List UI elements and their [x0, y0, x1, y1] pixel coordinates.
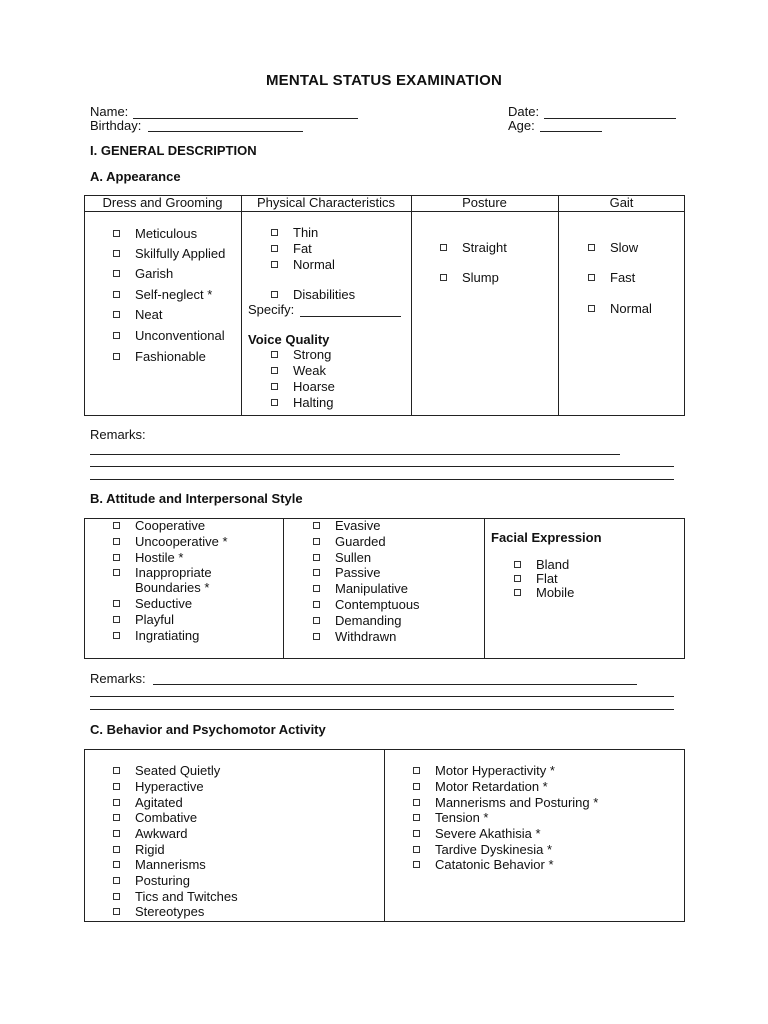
checkbox-icon[interactable]	[113, 270, 120, 277]
checkbox-icon[interactable]	[313, 538, 320, 545]
checkbox-icon[interactable]	[113, 522, 120, 529]
checkbox-icon[interactable]	[113, 861, 120, 868]
checkbox-icon[interactable]	[413, 799, 420, 806]
remarks-line[interactable]	[90, 709, 674, 710]
remarks-line[interactable]	[90, 479, 674, 480]
remarks-line[interactable]	[90, 696, 674, 697]
checkbox-icon[interactable]	[588, 244, 595, 251]
checkbox-icon[interactable]	[413, 830, 420, 837]
checkbox-icon[interactable]	[313, 633, 320, 640]
remarks-line[interactable]	[153, 684, 637, 685]
checkbox-icon[interactable]	[113, 814, 120, 821]
checkbox-icon[interactable]	[440, 274, 447, 281]
checkbox-icon[interactable]	[113, 846, 120, 853]
checkbox-icon[interactable]	[113, 600, 120, 607]
name-label: Name:	[90, 104, 129, 119]
col-divider	[283, 518, 284, 659]
checkbox-icon[interactable]	[514, 575, 521, 582]
checkbox-icon[interactable]	[271, 245, 278, 252]
section-behavior: C. Behavior and Psychomotor Activity	[90, 722, 326, 737]
checkbox-icon[interactable]	[271, 291, 278, 298]
checkbox-icon[interactable]	[113, 799, 120, 806]
checkbox-icon[interactable]	[514, 561, 521, 568]
checkbox-icon[interactable]	[271, 229, 278, 236]
checkbox-icon[interactable]	[113, 554, 120, 561]
checkbox-icon[interactable]	[413, 814, 420, 821]
checkbox-icon[interactable]	[588, 305, 595, 312]
col-divider	[484, 518, 485, 659]
checkbox-icon[interactable]	[113, 908, 120, 915]
remarks-label: Remarks:	[90, 427, 146, 442]
checkbox-icon[interactable]	[113, 230, 120, 237]
checkbox-icon[interactable]	[413, 861, 420, 868]
birthday-field[interactable]	[148, 131, 303, 132]
remarks-label: Remarks:	[90, 671, 146, 686]
header-physical-characteristics: Physical Characteristics	[257, 195, 395, 210]
remarks-line[interactable]	[90, 466, 674, 467]
checkbox-icon[interactable]	[113, 616, 120, 623]
checkbox-icon[interactable]	[313, 585, 320, 592]
checkbox-icon[interactable]	[313, 554, 320, 561]
checkbox-icon[interactable]	[271, 351, 278, 358]
section-appearance: A. Appearance	[90, 169, 181, 184]
checkbox-icon[interactable]	[113, 353, 120, 360]
checkbox-icon[interactable]	[113, 767, 120, 774]
checkbox-icon[interactable]	[271, 399, 278, 406]
specify-label: Specify:	[248, 302, 295, 317]
checkbox-icon[interactable]	[588, 274, 595, 281]
checkbox-icon[interactable]	[413, 783, 420, 790]
remarks-line[interactable]	[90, 454, 620, 455]
checkbox-icon[interactable]	[271, 383, 278, 390]
checkbox-icon[interactable]	[313, 617, 320, 624]
date-label: Date:	[508, 104, 540, 119]
section-attitude: B. Attitude and Interpersonal Style	[90, 491, 303, 506]
checkbox-icon[interactable]	[113, 291, 120, 298]
specify-field[interactable]	[300, 316, 401, 317]
page-title: MENTAL STATUS EXAMINATION	[265, 72, 503, 89]
checkbox-icon[interactable]	[413, 767, 420, 774]
header-posture: Posture	[462, 195, 507, 210]
checkbox-icon[interactable]	[113, 311, 120, 318]
facial-expression-heading: Facial Expression	[491, 530, 602, 545]
checkbox-icon[interactable]	[313, 601, 320, 608]
checkbox-icon[interactable]	[113, 877, 120, 884]
checkbox-icon[interactable]	[113, 783, 120, 790]
checkbox-icon[interactable]	[514, 589, 521, 596]
col-divider	[384, 749, 385, 922]
checkbox-icon[interactable]	[113, 332, 120, 339]
header-dress-grooming: Dress and Grooming	[102, 195, 223, 210]
checkbox-icon[interactable]	[113, 250, 120, 257]
page: MENTAL STATUS EXAMINATION Name: Birthday: Date: Age: I. GENERAL DESCRIPTION A. Appearance Dress and Grooming Physical Characteristics Posture Gait Meticulous Skilfully Applied Garish Self-neglect * Neat Unconventional Fashionable Thin Fat Normal Disabilities Specify: Voice Quality Strong Weak Hoarse Halting Straight Slump Slow Fast Normal Remarks: B. Attitude and Interpersonal Style Cooperative Uncooperative * Hostile * Inappropriate Boundaries * Seductive Playful Ingratiating Evasive Guarded Sullen Passive Manipulative Contemptuous Demanding Withdrawn Facial Expression Bland Flat Mobile Remarks: C. Behavior and Psychomotor Activity Seated Quietly Hyperactive Agitated Combative Awkward Rigid Mannerisms Posturing Tics and Twitches Stereotypes Motor Hyperactivity * Motor Retardation * Mannerisms and Posturing * Tension * Severe Akathisia * Tardive Dyskinesia * Catatonic Behavior *	[0, 0, 768, 1024]
checkbox-icon[interactable]	[413, 846, 420, 853]
checkbox-icon[interactable]	[113, 893, 120, 900]
checkbox-icon[interactable]	[113, 632, 120, 639]
checkbox-icon[interactable]	[113, 830, 120, 837]
appearance-header-divider	[84, 211, 685, 212]
name-field[interactable]	[133, 118, 358, 119]
checkbox-icon[interactable]	[313, 522, 320, 529]
date-field[interactable]	[544, 118, 676, 119]
inappropriate-continuation: Boundaries *	[135, 580, 210, 595]
checkbox-icon[interactable]	[113, 538, 120, 545]
col-divider	[241, 195, 242, 416]
section-general-description: I. GENERAL DESCRIPTION	[90, 143, 257, 158]
checkbox-icon[interactable]	[271, 261, 278, 268]
col-divider	[558, 195, 559, 416]
checkbox-icon[interactable]	[440, 244, 447, 251]
voice-quality-heading: Voice Quality	[248, 332, 330, 347]
checkbox-icon[interactable]	[313, 569, 320, 576]
header-gait: Gait	[609, 195, 634, 210]
age-field[interactable]	[540, 131, 602, 132]
checkbox-icon[interactable]	[271, 367, 278, 374]
birthday-label: Birthday:	[90, 118, 142, 133]
checkbox-icon[interactable]	[113, 569, 120, 576]
age-label: Age:	[508, 118, 535, 133]
col-divider	[411, 195, 412, 416]
